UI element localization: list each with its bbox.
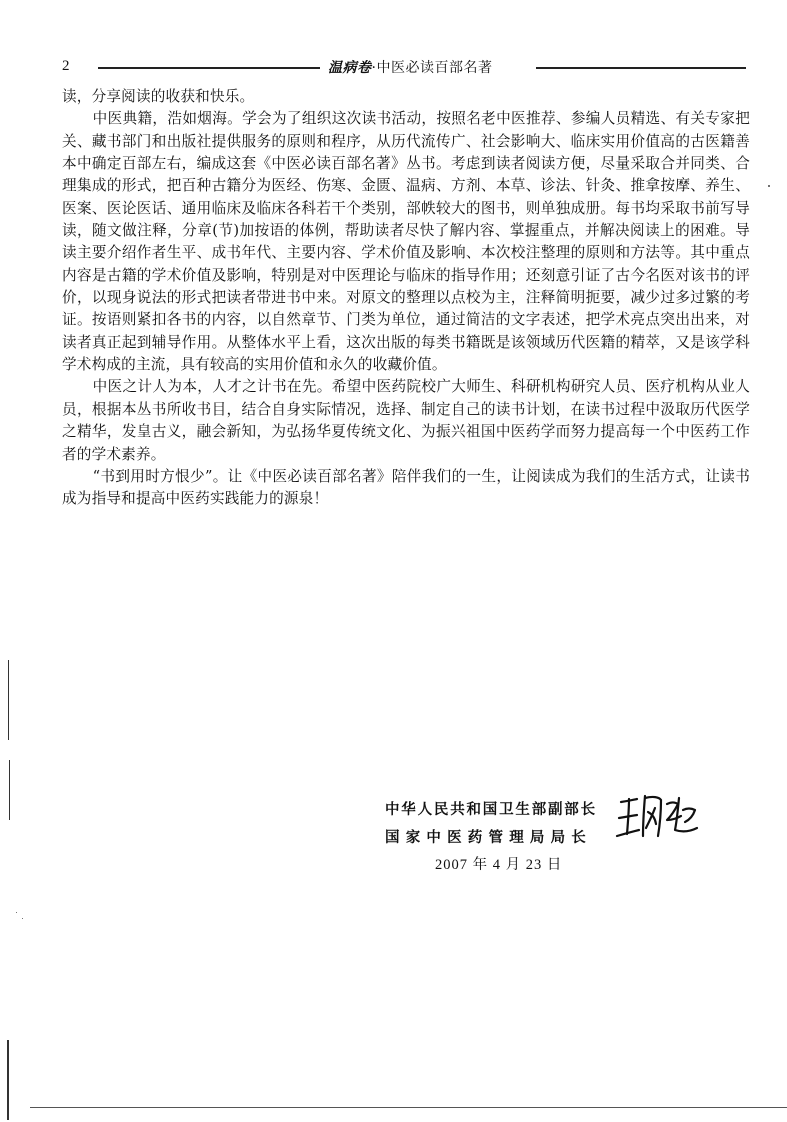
signer-title-ministry: 中华人民共和国卫生部副部长 xyxy=(385,801,597,818)
signer-title-administration: 国家中医药管理局局长 xyxy=(385,829,592,846)
scan-bottom-rule xyxy=(30,1107,787,1108)
paragraph-book-series: 中医典籍，浩如烟海。学会为了组织这次读书活动，按照名老中医推荐、参编人员精选、有关专家把关、藏书部门和出版社提供服务的原则和程序，从历代流传广、社会影响大、临床实用价值高的古医籍善本中确定百部左右，编成这套《中医必读百部名著》丛书。考虑到读者阅读方便，尽量采取合并同类、合理集成的形式，把百种古籍分为医经、伤寒、金匮、温病、方剂、本草、诊法、针灸、推拿按摩、养生、医案、医论医话、通用临床及临床各科若干个类别，部帙较大的图书，则单独成册。每书均采取书前写导读，随文做注释，分章(节)加按语的体例，帮助读者尽快了解内容、掌握重点，并解决阅读上的困难。导读主要介绍作者生平、成书年代、主要内容、学术价值及影响、本次校注整理的原则和方法等。其中重点内容是古籍的学术价值及影响，特别是对中医理论与临床的指导作用；还刻意引证了古今名医对该书的评价，以现身说法的形式把读者带进书中来。对原文的整理以点校为主，注释简明扼要，减少过多过繁的考证。按语则紧扣各书的内容，以自然章节、门类为单位，通过简洁的文字表述，把学术亮点突出出来，对读者真正起到辅导作用。从整体水平上看，这次出版的每类书籍既是该领域历代医籍的精萃，又是该学科学术构成的主流，具有较高的实用价值和永久的收藏价值。 xyxy=(62,110,750,374)
handwritten-signature xyxy=(615,790,701,844)
body-text xyxy=(62,86,750,511)
scan-dust xyxy=(16,912,17,913)
scan-dust xyxy=(768,185,770,187)
signature-date: 2007 年 4 月 23 日 xyxy=(435,857,563,873)
paragraph-continuation: 读，分享阅读的收获和快乐。 xyxy=(62,88,255,105)
header-title xyxy=(328,57,492,77)
paragraph-closing: “书到用时方恨少”。让《中医必读百部名著》陪伴我们的一生，让阅读成为我们的生活方式，让读书成为指导和提高中医药实践能力的源泉！ xyxy=(62,467,750,508)
running-header xyxy=(62,56,748,78)
header-separator: · xyxy=(371,60,377,76)
paragraph-talent: 中医之计人为本，人才之计书在先。希望中医药院校广大师生、科研机构研究人员、医疗机构从业人员，根据本丛书所收书目，结合自身实际情况，选择、制定自己的读书计划，在读书过程中汲取历代医学之精华，发皇古义，融会新知，为弘扬华夏传统文化、为振兴祖国中医药学而努力提高每一个中医药工作者的学术素养。 xyxy=(62,378,750,463)
scan-dust xyxy=(22,918,23,919)
scan-edge-mark xyxy=(8,660,9,740)
page-number: 2 xyxy=(62,58,70,74)
scan-edge-mark xyxy=(9,760,10,820)
header-rule-left xyxy=(98,67,320,69)
scan-edge-mark xyxy=(7,1040,9,1120)
header-rule-right xyxy=(536,67,746,69)
header-volume: 温病卷 xyxy=(328,60,372,76)
header-series: 中医必读百部名著 xyxy=(376,60,493,76)
